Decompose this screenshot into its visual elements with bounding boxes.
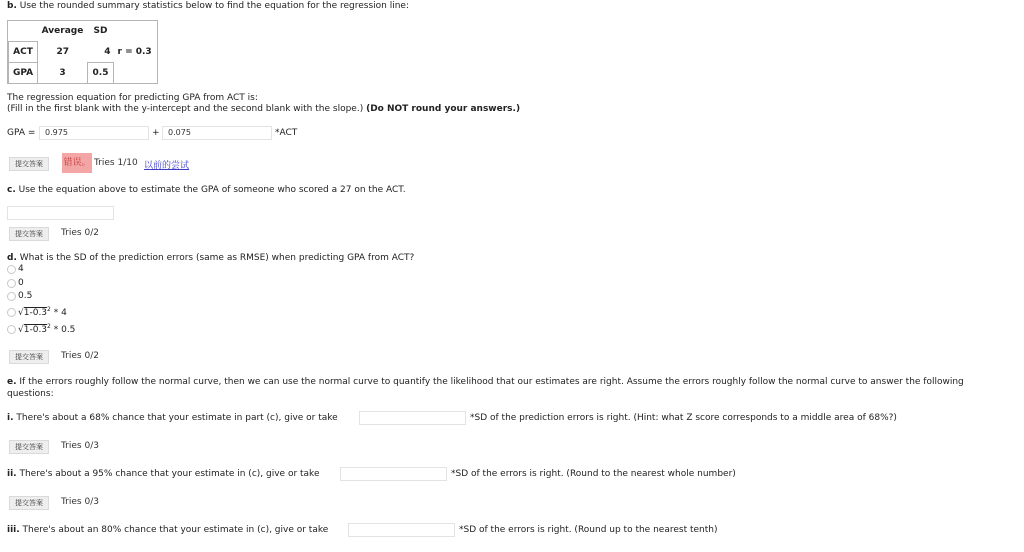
previous-attempts-link[interactable]: 以前的尝试 bbox=[144, 161, 190, 171]
part-d-submit-button[interactable]: 提交答案 bbox=[9, 350, 49, 364]
part-c-prefix: c. bbox=[7, 185, 16, 195]
radio-option-2[interactable] bbox=[7, 279, 16, 288]
option-label-2: 0 bbox=[18, 278, 24, 288]
equation-instructions bbox=[7, 104, 520, 114]
submit-answer-button[interactable]: 提交答案 bbox=[9, 157, 49, 171]
question-i bbox=[7, 413, 338, 423]
stats-gpa-sd: 0.5 bbox=[88, 63, 114, 84]
intercept-value: 0.975 bbox=[45, 128, 68, 137]
radio-option-4[interactable] bbox=[7, 308, 16, 317]
question-iii-input[interactable] bbox=[348, 523, 455, 537]
question-ii-suffix: *SD of the errors is right. (Round to the nearest whole number) bbox=[451, 469, 736, 479]
exponent: 2 bbox=[47, 323, 51, 330]
equation-intro: The regression equation for predicting GPA from ACT is: bbox=[7, 93, 258, 103]
stats-row-label-gpa: GPA bbox=[9, 63, 38, 84]
option-label-3: 0.5 bbox=[18, 291, 33, 301]
equation-instructions-text: (Fill in the first blank with the y-intercept and the second blank with the slope.) bbox=[7, 104, 364, 114]
tries-count: Tries 1/10 bbox=[94, 158, 138, 168]
stats-row-label-act: ACT bbox=[9, 42, 38, 63]
part-d-prompt bbox=[7, 253, 414, 263]
stats-header-sd: SD bbox=[93, 26, 108, 37]
radicand: 1-0.3 bbox=[23, 308, 48, 318]
question-i-tries: Tries 0/3 bbox=[61, 441, 99, 451]
question-iii-prefix: iii. bbox=[7, 525, 20, 535]
slope-value: 0.075 bbox=[168, 128, 191, 137]
intercept-input[interactable] bbox=[39, 126, 149, 140]
gpa-estimate-input[interactable] bbox=[7, 206, 114, 220]
question-ii-text: There's about a 95% chance that your estimate in (c), give or take bbox=[16, 469, 320, 479]
question-iii-suffix: *SD of the errors is right. (Round up to the nearest tenth) bbox=[459, 525, 718, 535]
part-c-submit-button[interactable]: 提交答案 bbox=[9, 227, 49, 241]
question-ii bbox=[7, 469, 319, 479]
question-ii-prefix: ii. bbox=[7, 469, 17, 479]
stats-act-average: 27 bbox=[56, 47, 70, 57]
question-i-suffix: *SD of the prediction errors is right. (Hint: what Z score corresponds to a middle area of 68%?) bbox=[470, 413, 897, 423]
part-c-tries: Tries 0/2 bbox=[61, 228, 99, 238]
part-b-prompt bbox=[7, 1, 409, 11]
option-label-1: 4 bbox=[18, 264, 24, 274]
wrong-badge: 错误。 bbox=[62, 153, 92, 173]
gpa-label: GPA = bbox=[7, 128, 36, 138]
part-b-text: Use the rounded summary statistics below to find the equation for the regression line: bbox=[16, 1, 409, 11]
option-label-5 bbox=[18, 323, 75, 335]
question-ii-tries: Tries 0/3 bbox=[61, 497, 99, 507]
question-i-input[interactable] bbox=[359, 411, 466, 425]
question-iii bbox=[7, 525, 328, 535]
equation-instructions-bold: (Do NOT round your answers.) bbox=[366, 104, 521, 114]
part-e-prompt-line2: questions: bbox=[7, 389, 54, 399]
stats-header-average: Average bbox=[41, 26, 84, 37]
plus-sign: + bbox=[152, 128, 160, 138]
option-label-4 bbox=[18, 306, 67, 318]
option-tail: * 4 bbox=[50, 308, 67, 318]
option-tail: * 0.5 bbox=[50, 325, 76, 335]
part-e-prompt bbox=[7, 377, 964, 387]
stats-act-sd: 4 bbox=[104, 46, 111, 57]
sqrt-symbol: √ bbox=[18, 308, 24, 318]
radio-option-3[interactable] bbox=[7, 292, 16, 301]
question-i-prefix: i. bbox=[7, 413, 14, 423]
question-i-text: There's about a 68% chance that your estimate in part (c), give or take bbox=[13, 413, 338, 423]
stats-gpa-average: 3 bbox=[59, 68, 66, 78]
question-i-submit-button[interactable]: 提交答案 bbox=[9, 440, 49, 454]
radicand: 1-0.3 bbox=[23, 325, 48, 335]
exponent: 2 bbox=[47, 306, 51, 313]
radio-option-1[interactable] bbox=[7, 265, 16, 274]
question-ii-submit-button[interactable]: 提交答案 bbox=[9, 496, 49, 510]
slope-input[interactable] bbox=[162, 126, 272, 140]
summary-stats-table bbox=[7, 20, 158, 84]
sqrt-symbol: √ bbox=[18, 325, 24, 335]
part-d-tries: Tries 0/2 bbox=[61, 351, 99, 361]
part-c-text: Use the equation above to estimate the GPA of someone who scored a 27 on the ACT. bbox=[15, 185, 406, 195]
question-iii-text: There's about an 80% chance that your estimate in (c), give or take bbox=[19, 525, 329, 535]
part-e-prefix: e. bbox=[7, 377, 17, 387]
part-d-prefix: d. bbox=[7, 253, 17, 263]
stats-correlation: r = 0.3 bbox=[117, 47, 152, 57]
radio-option-5[interactable] bbox=[7, 325, 16, 334]
part-b-prefix: b. bbox=[7, 1, 17, 11]
part-d-text: What is the SD of the prediction errors (same as RMSE) when predicting GPA from ACT? bbox=[16, 253, 415, 263]
act-suffix: *ACT bbox=[275, 128, 298, 138]
part-c-prompt bbox=[7, 185, 406, 195]
question-ii-input[interactable] bbox=[340, 467, 447, 481]
part-e-text: If the errors roughly follow the normal curve, then we can use the normal curve to quantify the likelihood that our estimates are right. Assume the errors roughly follow the normal curve to answer the following bbox=[16, 377, 964, 387]
